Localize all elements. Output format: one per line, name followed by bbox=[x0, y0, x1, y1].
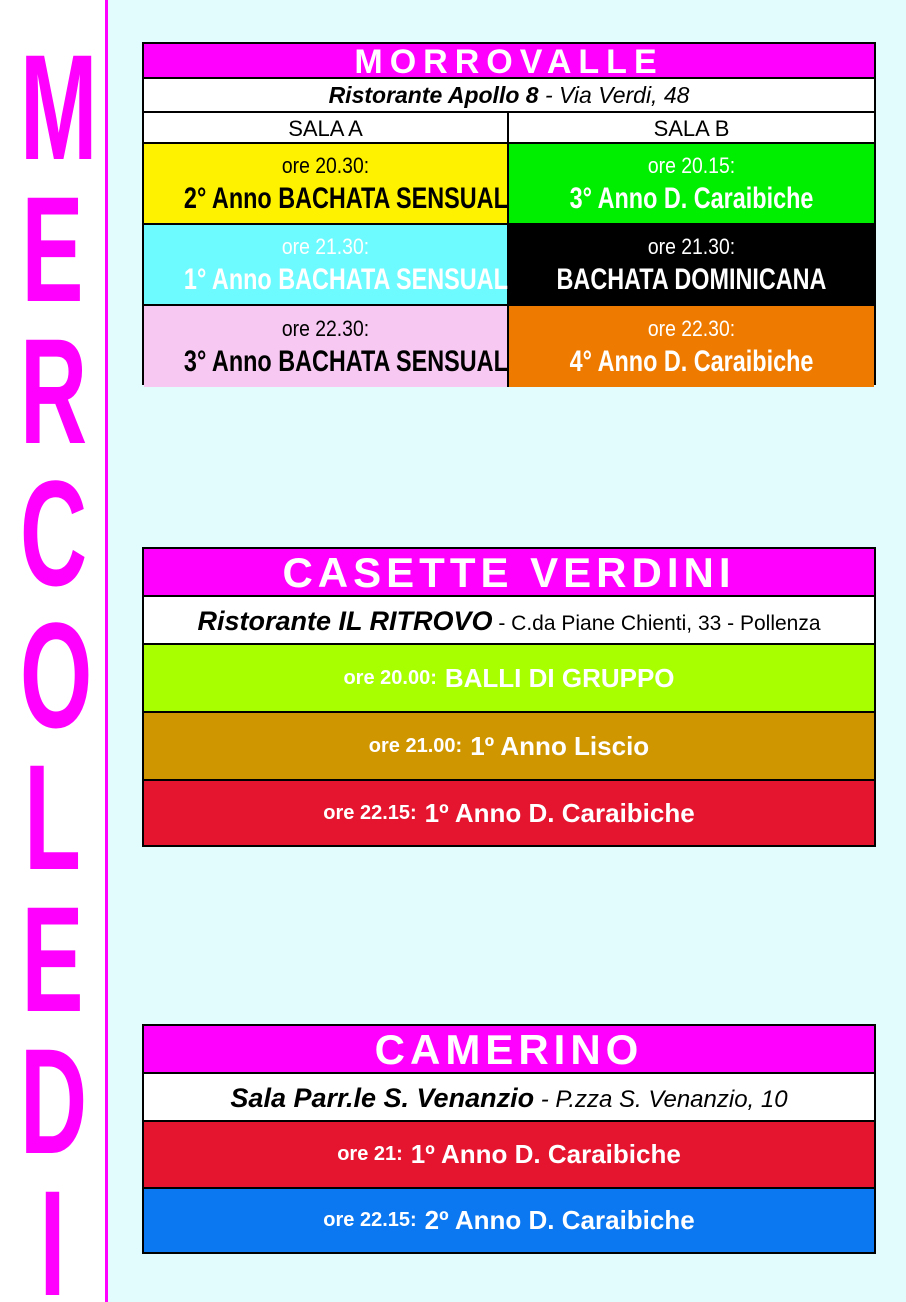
morrovalle-block bbox=[142, 42, 876, 385]
venue-name: Sala Parr.le S. Venanzio bbox=[230, 1083, 535, 1113]
sala-a-header: SALA A bbox=[144, 113, 509, 144]
row-course: 2º Anno D. Caraibiche bbox=[424, 1205, 695, 1235]
cell-course: 4° Anno D. Caraibiche bbox=[569, 344, 814, 378]
cell-time: ore 22.30: bbox=[647, 315, 736, 341]
cell-course: BACHATA DOMINICANA bbox=[556, 262, 827, 296]
cell-time: ore 20.30: bbox=[281, 152, 370, 178]
casette-verdini-title: CASETTE VERDINI bbox=[144, 549, 874, 597]
schedule-row bbox=[144, 713, 874, 781]
cell-course: 3° Anno BACHATA SENSUAL bbox=[183, 344, 508, 378]
schedule-cell bbox=[509, 144, 874, 225]
schedule-row bbox=[144, 1189, 874, 1252]
schedule-cell bbox=[144, 144, 509, 225]
schedule-row bbox=[144, 1122, 874, 1189]
venue-address: - C.da Piane Chienti, 33 - Pollenza bbox=[492, 612, 821, 635]
venue-address: - P.zza S. Venanzio, 10 bbox=[534, 1086, 788, 1113]
camerino-block bbox=[142, 1024, 876, 1254]
day-banner bbox=[0, 0, 108, 1302]
day-letter: M bbox=[19, 23, 98, 191]
day-letter: E bbox=[21, 165, 84, 333]
venue-name: Ristorante IL RITROVO bbox=[197, 606, 493, 636]
day-letter: D bbox=[19, 1017, 88, 1185]
schedule-cell bbox=[509, 225, 874, 306]
venue-name: Ristorante Apollo 8 bbox=[328, 82, 539, 108]
row-time: ore 21: bbox=[337, 1143, 403, 1165]
row-course: 1º Anno Liscio bbox=[470, 730, 650, 761]
day-letter: C bbox=[19, 449, 88, 617]
camerino-title: CAMERINO bbox=[144, 1026, 874, 1074]
morrovalle-venue bbox=[144, 79, 874, 113]
cell-time: ore 21.30: bbox=[281, 233, 370, 259]
casette-verdini-block bbox=[142, 547, 876, 847]
venue-address: - Via Verdi, 48 bbox=[538, 82, 690, 108]
schedule-cell bbox=[509, 306, 874, 387]
cell-course: 2° Anno BACHATA SENSUAL bbox=[183, 181, 508, 215]
schedule-cell bbox=[144, 306, 509, 387]
day-letter: I bbox=[39, 1159, 66, 1302]
casette-verdini-venue bbox=[144, 597, 874, 645]
cell-time: ore 21.30: bbox=[647, 233, 736, 259]
row-course: BALLI DI GRUPPO bbox=[444, 662, 675, 693]
cell-time: ore 22.30: bbox=[281, 315, 370, 341]
cell-time: ore 20.15: bbox=[647, 152, 736, 178]
morrovalle-schedule bbox=[144, 113, 874, 387]
day-letter: O bbox=[19, 591, 93, 759]
day-letter: L bbox=[24, 733, 81, 901]
sala-b-header: SALA B bbox=[509, 113, 874, 144]
row-time: ore 22.15: bbox=[323, 801, 417, 824]
schedule-row bbox=[144, 781, 874, 845]
camerino-venue bbox=[144, 1074, 874, 1122]
cell-course: 1° Anno BACHATA SENSUAL bbox=[183, 262, 508, 296]
row-time: ore 22.15: bbox=[323, 1209, 417, 1231]
day-letter: E bbox=[21, 875, 84, 1043]
row-course: 1º Anno D. Caraibiche bbox=[410, 1139, 681, 1169]
row-time: ore 20.00: bbox=[343, 666, 437, 689]
schedule-row bbox=[144, 645, 874, 713]
morrovalle-title: MORROVALLE bbox=[144, 44, 874, 79]
cell-course: 3° Anno D. Caraibiche bbox=[569, 181, 814, 215]
day-letter: R bbox=[19, 307, 88, 475]
row-time: ore 21.00: bbox=[368, 734, 463, 757]
schedule-cell bbox=[144, 225, 509, 306]
row-course: 1º Anno D. Caraibiche bbox=[424, 797, 695, 828]
